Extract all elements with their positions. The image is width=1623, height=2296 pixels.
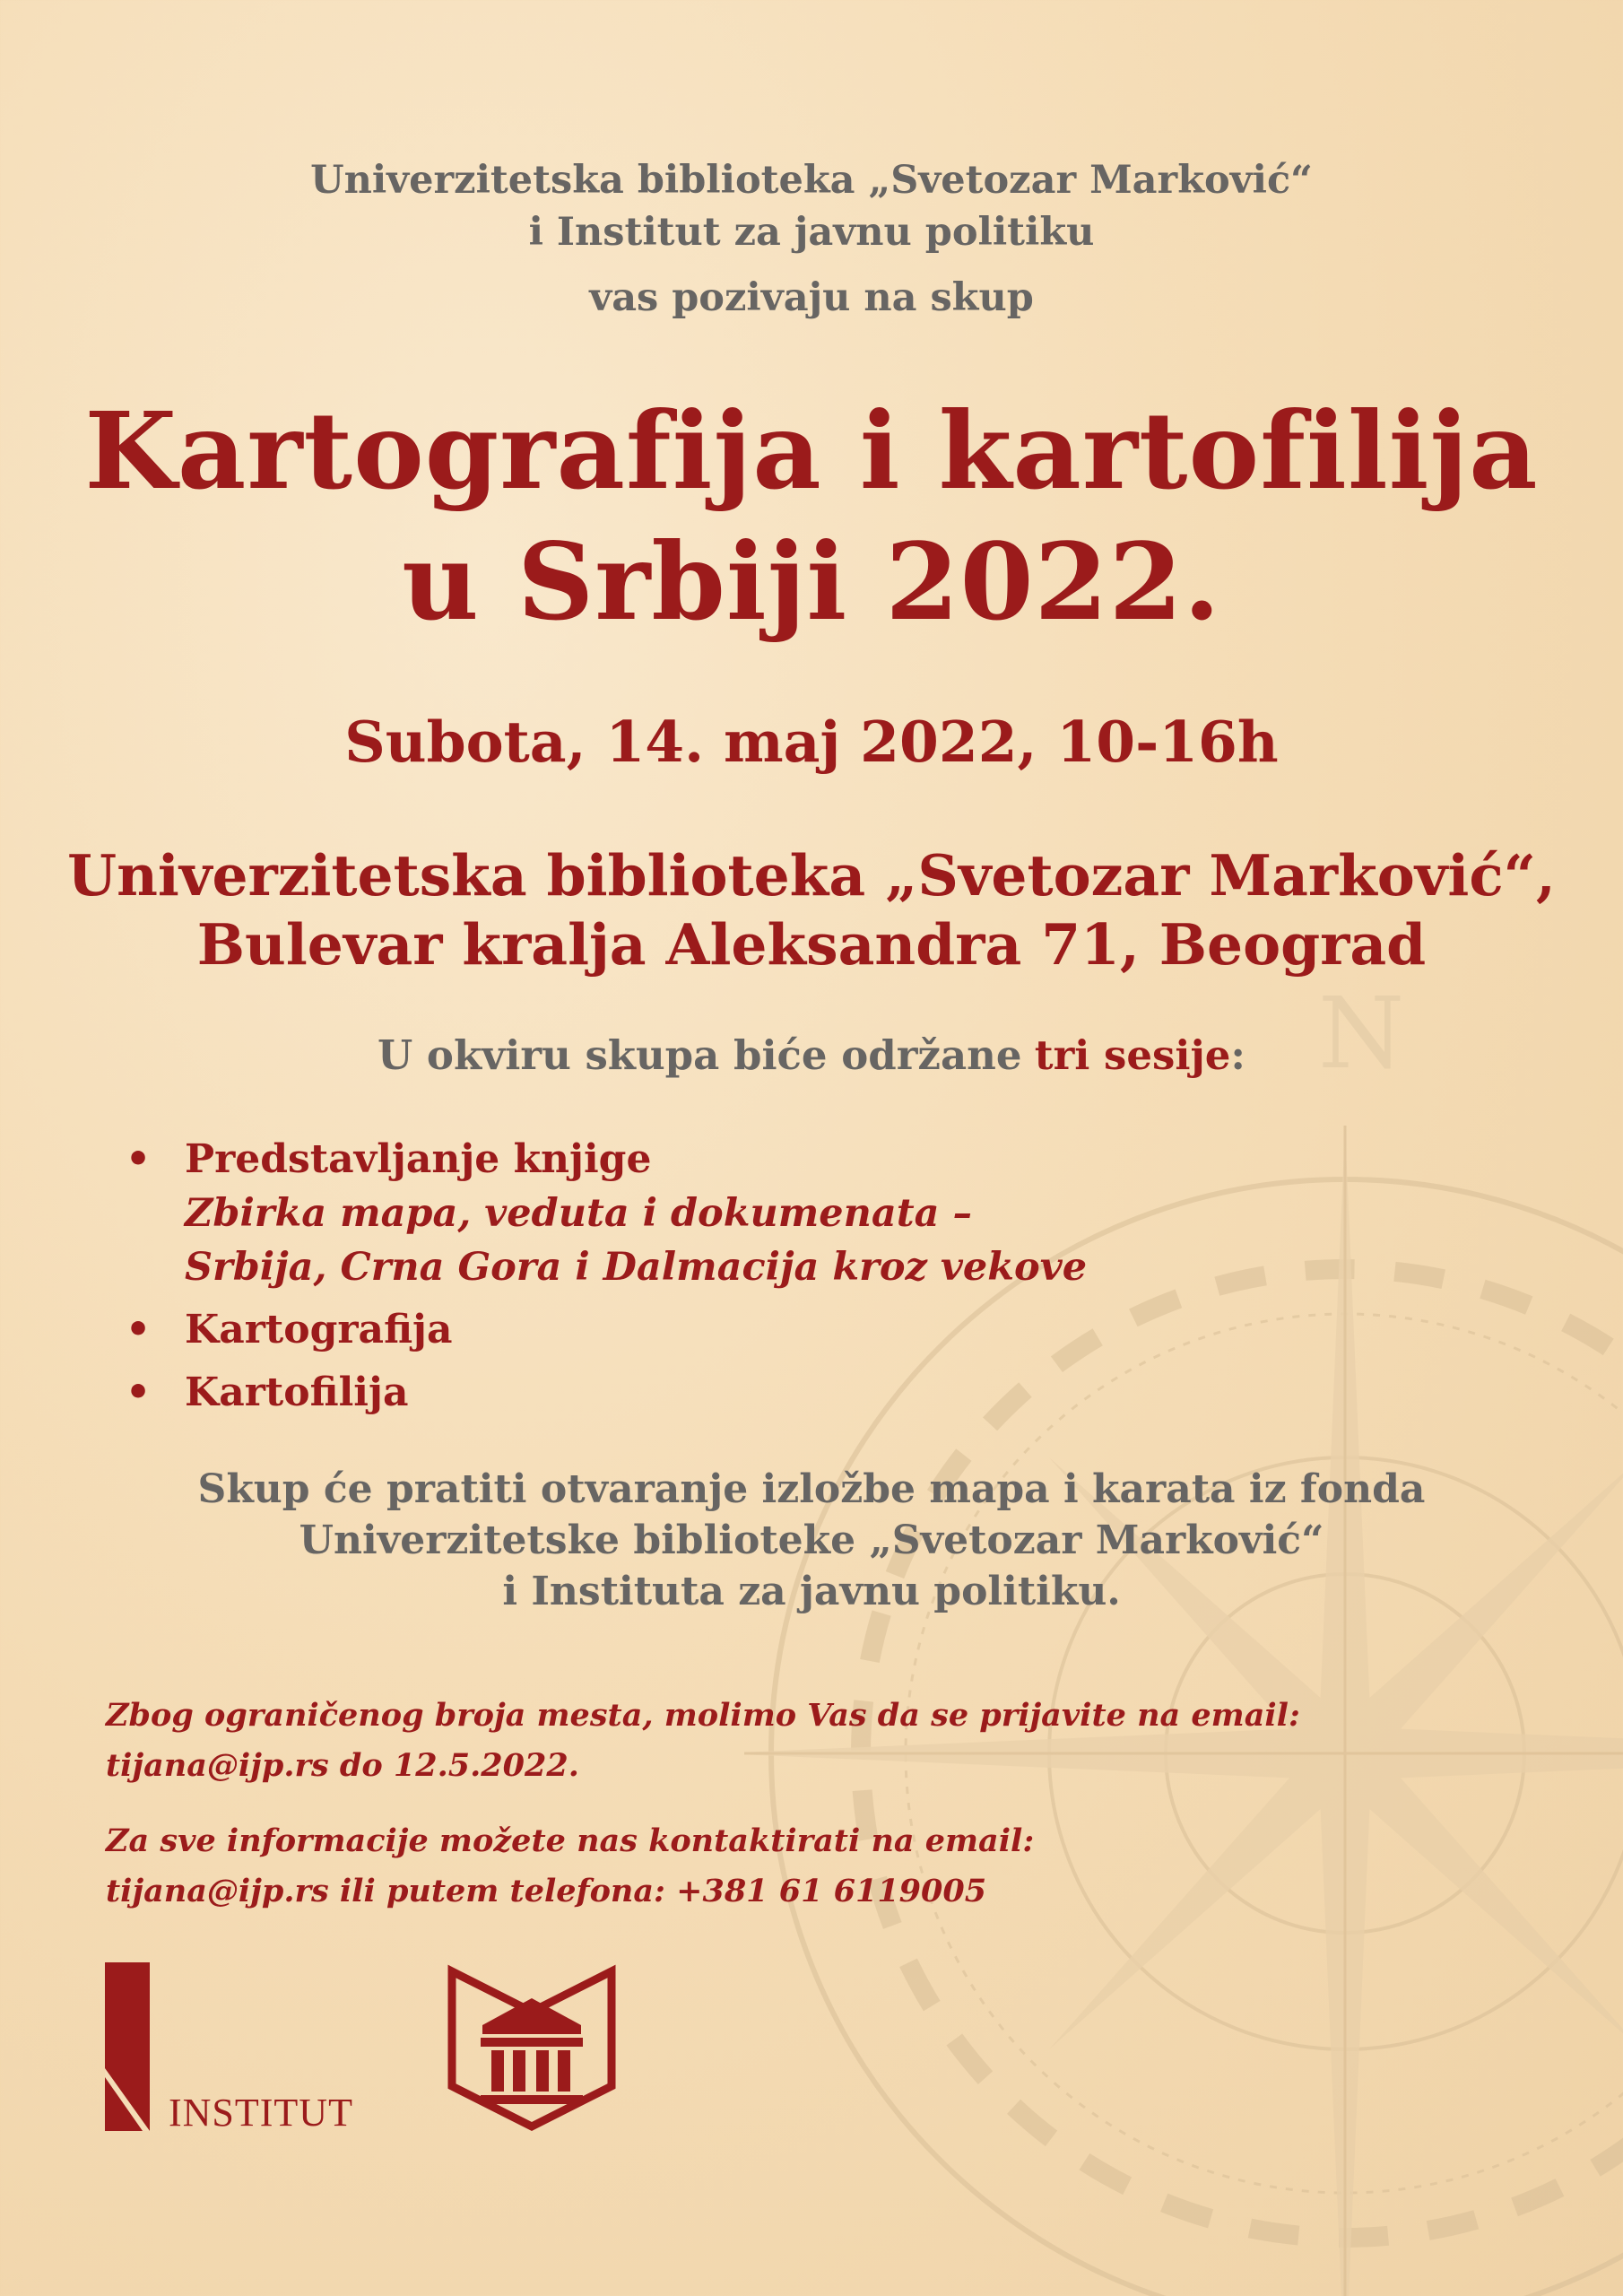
contact-line-1: Za sve informacije možete nas kontaktirati na email:: [106, 1822, 1035, 1859]
library-logo-icon: [447, 1962, 617, 2133]
session-label: Kartografija: [185, 1307, 453, 1352]
contact-line-2: tijana@ijp.rs ili putem telefona: +381 61 6119005: [106, 1873, 987, 1909]
organizer-line-2: i Institut za javnu politiku: [528, 210, 1095, 255]
session-item: [126, 1133, 1291, 1294]
event-venue: [0, 841, 1623, 979]
book-title-line-1: Zbirka mapa, veduta i dokumenata –: [185, 1191, 972, 1236]
session-label: Predstavljanje knjige: [185, 1136, 652, 1182]
event-title-line-1: Kartografija i kartofilija: [84, 388, 1539, 513]
organizers: [0, 154, 1623, 258]
registration-line-1: Zbog ograničenog broja mesta, molimo Vas da se prijavite na email:: [106, 1697, 1300, 1734]
institut-logo-text: INSTITUT: [169, 2091, 353, 2135]
exhibition-line-2: Univerzitetske biblioteke „Svetozar Marković“: [299, 1518, 1324, 1563]
invitation-text: vas pozivaju na skup: [589, 275, 1034, 320]
sessions-intro-colon: :: [1230, 1031, 1245, 1079]
event-title-line-2: u Srbiji 2022.: [402, 519, 1221, 644]
sessions-intro-text: U okviru skupa biće održane: [378, 1031, 1022, 1079]
session-item: [126, 1303, 1291, 1357]
registration-notice: [106, 1691, 1361, 1791]
sessions-intro-highlight: tri sesije: [1034, 1031, 1231, 1079]
exhibition-line-3: i Instituta za javnu politiku.: [502, 1569, 1121, 1614]
exhibition-line-1: Skup će pratiti otvaranje izložbe mapa i karata iz fonda: [197, 1466, 1426, 1512]
event-date: Subota, 14. maj 2022, 10-16h: [344, 709, 1279, 775]
contact-notice: [106, 1816, 1361, 1917]
venue-line-2: Bulevar kralja Aleksandra 71, Beograd: [196, 911, 1427, 978]
exhibition-note: [0, 1464, 1623, 1617]
event-title: [0, 386, 1623, 648]
sessions-intro: [0, 1031, 1623, 1079]
organizer-line-1: Univerzitetska biblioteka „Svetozar Marković“: [310, 158, 1313, 203]
venue-line-1: Univerzitetska biblioteka „Svetozar Marković“,: [67, 842, 1556, 909]
session-label: Kartofilija: [185, 1370, 409, 1415]
book-title-line-2: Srbija, Crna Gora i Dalmacija kroz vekove: [185, 1245, 1088, 1290]
sessions-list: [126, 1133, 1291, 1429]
session-item: [126, 1366, 1291, 1420]
registration-line-2: tijana@ijp.rs do 12.5.2022.: [106, 1747, 579, 1784]
compass-north-letter: N: [1318, 976, 1405, 1091]
